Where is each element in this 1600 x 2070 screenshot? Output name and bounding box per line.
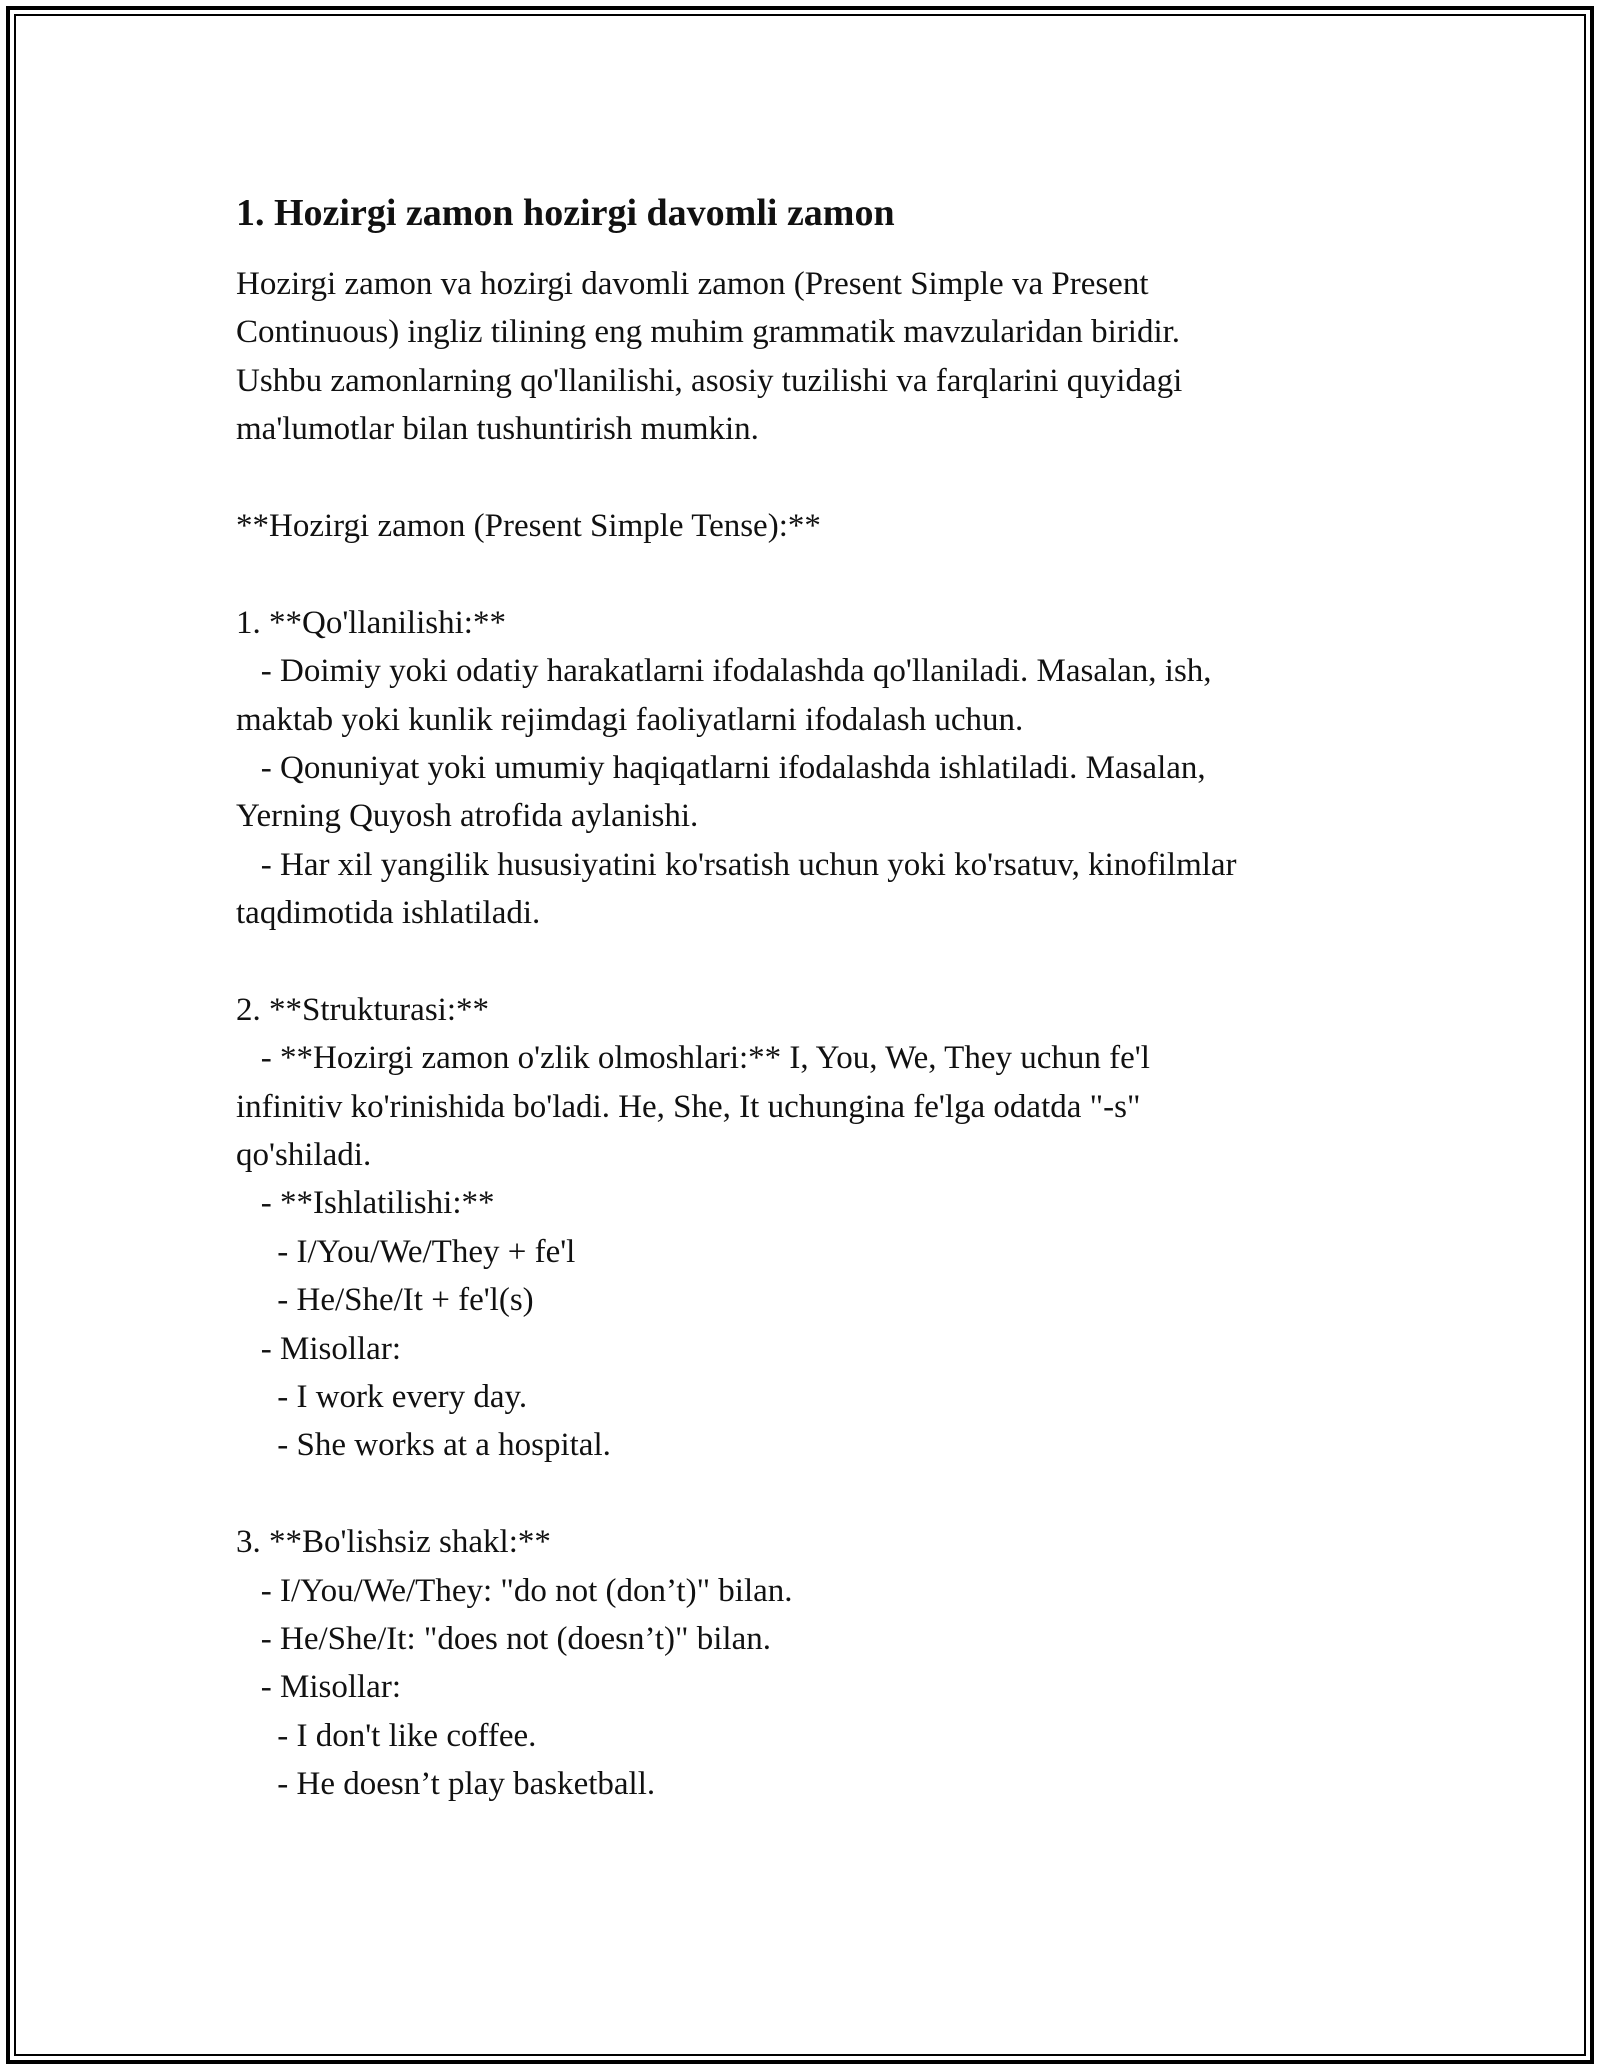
text-line: maktab yoki kunlik rejimdagi faoliyatlarni ifodalash uchun.: [236, 701, 1024, 738]
document-body: [236, 188, 1366, 1809]
text-line: 2. **Strukturasi:**: [236, 991, 489, 1028]
text-line: - I work every day.: [236, 1378, 528, 1415]
text-line: - **Ishlatilishi:**: [236, 1185, 495, 1222]
text-line: Ushbu zamonlarning qo'llanilishi, asosiy tuzilishi va farqlarini quyidagi: [236, 362, 1183, 399]
text-line: - I/You/We/They + fe'l: [236, 1233, 576, 1270]
text-line: - He doesn’t play basketball.: [236, 1766, 656, 1803]
blank-line: [236, 1470, 1366, 1518]
text-line: taqdimotida ishlatiladi.: [236, 895, 541, 932]
text-line: Yerning Quyosh atrofida aylanishi.: [236, 798, 699, 835]
text-line: ma'lumotlar bilan tushuntirish mumkin.: [236, 411, 759, 448]
text-line: - **Hozirgi zamon o'zlik olmoshlari:** I, You, We, They uchun fe'l: [236, 1040, 1150, 1077]
text-line: Hozirgi zamon va hozirgi davomli zamon (Present Simple va Present: [236, 266, 1149, 302]
text-line: - She works at a hospital.: [236, 1427, 611, 1464]
text-line: 3. **Bo'lishsiz shakl:**: [236, 1524, 551, 1561]
text-lines: [236, 260, 1366, 1809]
text-line: - I/You/We/They: "do not (don’t)" bilan.: [236, 1572, 793, 1609]
text-line: qo'shiladi.: [236, 1137, 372, 1174]
text-line: - He/She/It: "does not (doesn’t)" bilan.: [236, 1620, 771, 1657]
blank-line: [236, 454, 1366, 502]
blank-line: [236, 937, 1366, 985]
text-line: - Doimiy yoki odatiy harakatlarni ifodalashda qo'llaniladi. Masalan, ish,: [236, 653, 1212, 690]
text-line: 1. **Qo'llanilishi:**: [236, 604, 506, 641]
blank-line: [236, 550, 1366, 598]
text-line: - I don't like coffee.: [236, 1717, 537, 1754]
text-line: **Hozirgi zamon (Present Simple Tense):**: [236, 507, 821, 544]
text-line: - He/She/It + fe'l(s): [236, 1282, 534, 1319]
text-line: infinitiv ko'rinishida bo'ladi. He, She, It uchungina fe'lga odatda "-s": [236, 1088, 1141, 1125]
section-heading: 1. Hozirgi zamon hozirgi davomli zamon: [236, 192, 895, 234]
text-line: - Misollar:: [236, 1669, 401, 1706]
text-line: Continuous) ingliz tilining eng muhim grammatik mavzularidan biridir.: [236, 314, 1181, 351]
text-line: - Misollar:: [236, 1330, 401, 1367]
text-line: - Qonuniyat yoki umumiy haqiqatlarni ifodalashda ishlatiladi. Masalan,: [236, 749, 1206, 786]
text-line: - Har xil yangilik hususiyatini ko'rsatish uchun yoki ko'rsatuv, kinofilmlar: [236, 846, 1237, 883]
